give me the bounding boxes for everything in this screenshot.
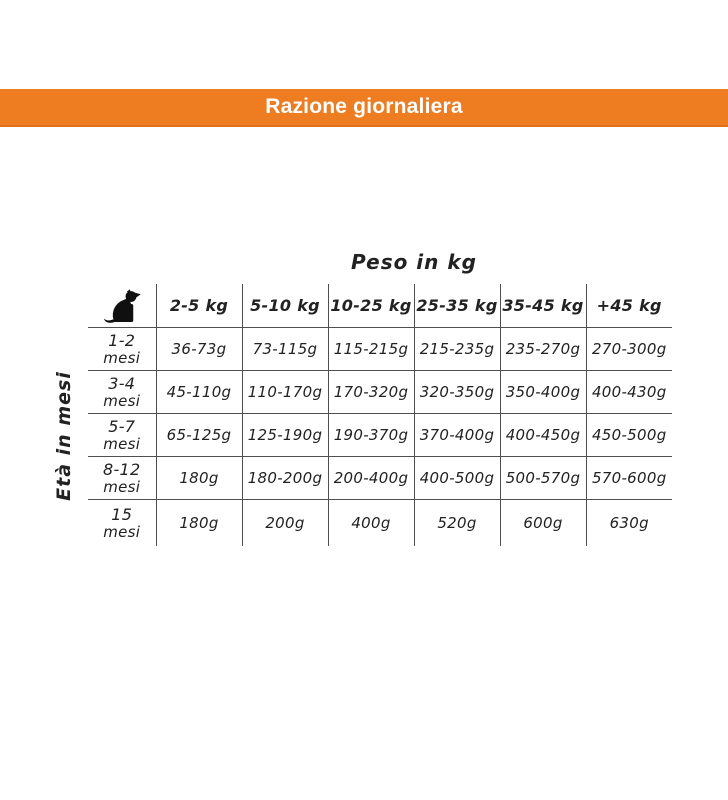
ration-cell: 500-570g — [500, 457, 586, 500]
ration-cell: 73-115g — [242, 328, 328, 371]
ration-cell: 180-200g — [242, 457, 328, 500]
row-header — [88, 371, 156, 414]
table-row — [88, 328, 672, 371]
row-header-unit: mesi — [103, 477, 141, 496]
ration-cell: 370-400g — [414, 414, 500, 457]
row-header — [88, 414, 156, 457]
ration-cell: 400-500g — [414, 457, 500, 500]
header-row — [88, 284, 672, 328]
ration-cell: 520g — [414, 500, 500, 547]
row-header-unit: mesi — [103, 522, 141, 541]
row-header-age: 15 — [111, 504, 133, 524]
corner-cell — [88, 284, 156, 328]
age-axis-label: Età in mesi — [53, 371, 75, 501]
ration-cell: 200-400g — [328, 457, 414, 500]
banner — [0, 89, 728, 127]
row-header — [88, 457, 156, 500]
row-header — [88, 328, 156, 371]
ration-cell: 400g — [328, 500, 414, 547]
row-header-age: 5-7 — [108, 416, 136, 436]
column-header: 2-5 kg — [156, 284, 242, 328]
ration-table — [88, 284, 672, 546]
ration-cell: 270-300g — [586, 328, 672, 371]
row-header-unit: mesi — [103, 434, 141, 453]
ration-cell: 630g — [586, 500, 672, 547]
ration-cell: 320-350g — [414, 371, 500, 414]
ration-cell: 125-190g — [242, 414, 328, 457]
ration-cell: 350-400g — [500, 371, 586, 414]
ration-cell: 215-235g — [414, 328, 500, 371]
table-row — [88, 500, 672, 547]
ration-cell: 190-370g — [328, 414, 414, 457]
ration-cell: 400-430g — [586, 371, 672, 414]
ration-cell: 65-125g — [156, 414, 242, 457]
column-header: 10-25 kg — [328, 284, 414, 328]
row-header-age: 3-4 — [108, 373, 136, 393]
table-row — [88, 457, 672, 500]
table-row — [88, 371, 672, 414]
column-header: +45 kg — [586, 284, 672, 328]
ration-cell: 170-320g — [328, 371, 414, 414]
ration-cell: 450-500g — [586, 414, 672, 457]
column-header: 35-45 kg — [500, 284, 586, 328]
ration-cell: 400-450g — [500, 414, 586, 457]
banner-title: Razione giornaliera — [265, 95, 463, 118]
ration-cell: 200g — [242, 500, 328, 547]
ration-cell: 235-270g — [500, 328, 586, 371]
row-header-unit: mesi — [103, 391, 141, 410]
row-header — [88, 500, 156, 547]
ration-cell: 570-600g — [586, 457, 672, 500]
column-header: 25-35 kg — [414, 284, 500, 328]
ration-cell: 110-170g — [242, 371, 328, 414]
row-header-unit: mesi — [103, 348, 141, 367]
ration-cell: 115-215g — [328, 328, 414, 371]
ration-cell: 180g — [156, 457, 242, 500]
ration-cell: 600g — [500, 500, 586, 547]
weight-axis-title: Peso in kg — [351, 250, 477, 274]
column-header: 5-10 kg — [242, 284, 328, 328]
dog-icon — [100, 289, 144, 325]
ration-cell: 45-110g — [156, 371, 242, 414]
row-header-age: 8-12 — [102, 459, 141, 479]
table-row — [88, 414, 672, 457]
row-header-age: 1-2 — [108, 330, 136, 350]
ration-cell: 180g — [156, 500, 242, 547]
ration-cell: 36-73g — [156, 328, 242, 371]
